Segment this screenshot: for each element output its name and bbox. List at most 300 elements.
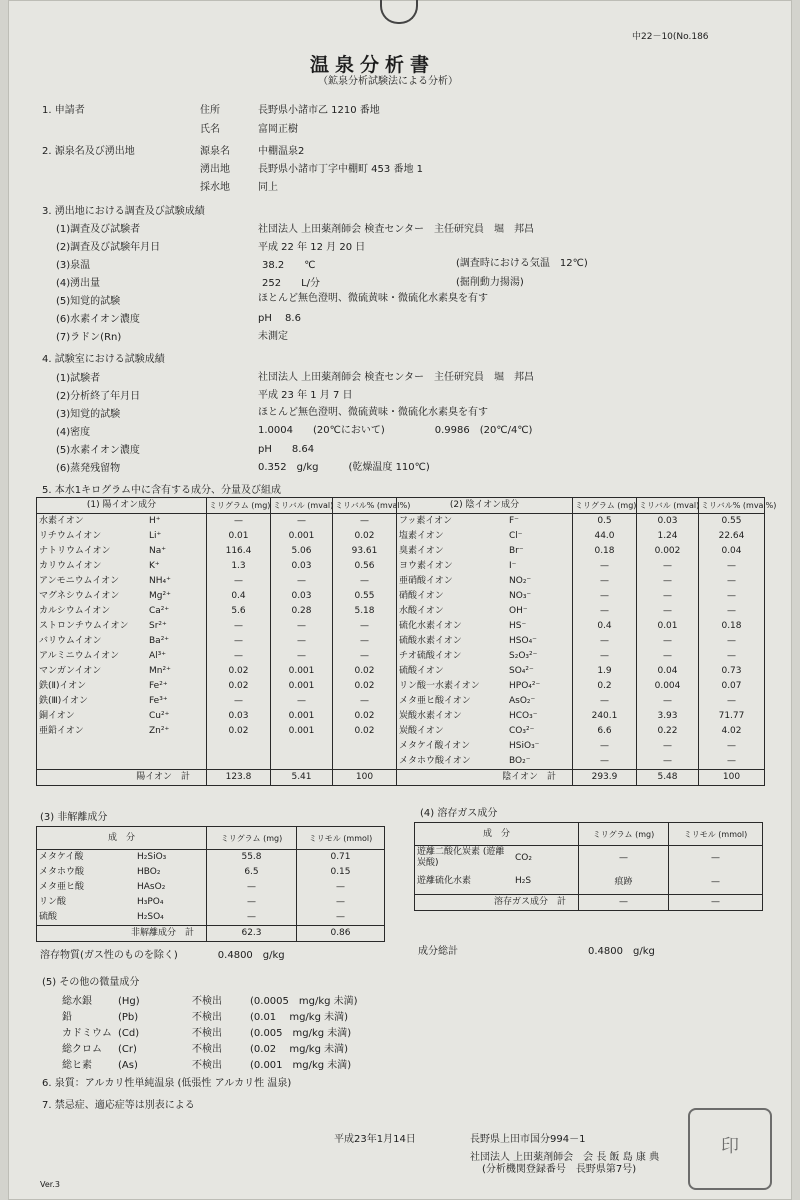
- anion-name: メタケイ酸イオン: [399, 741, 471, 751]
- cation-pct: —: [333, 694, 397, 709]
- anion-total-mval: 5.48: [637, 770, 699, 786]
- page-title: 温泉分析書: [310, 54, 436, 76]
- anion-mval: 3.93: [637, 709, 699, 724]
- table-row: [397, 694, 765, 709]
- collection-site: 同上: [258, 182, 278, 193]
- anion-pct: —: [699, 634, 765, 649]
- cation-mval: —: [271, 514, 333, 530]
- s3-value: ほとんど無色澄明、微硫黄味・微硫化水素臭を有す: [258, 293, 488, 304]
- anion-mval: 0.004: [637, 679, 699, 694]
- anion-name: 臭素イオン: [399, 546, 444, 556]
- nd-symbol: HBO₂: [137, 866, 161, 877]
- anion-symbol: HSO₄⁻: [509, 636, 537, 646]
- cation-symbol: Ca²⁺: [149, 606, 170, 616]
- table-row: [37, 574, 397, 589]
- anion-symbol: S₂O₃²⁻: [509, 651, 538, 661]
- contraindications: 7. 禁忌症、適応症等は別表による: [42, 1100, 195, 1111]
- anion-mg: —: [573, 694, 637, 709]
- gas-name-cell: [415, 870, 579, 895]
- nd-symbol: H₃PO₄: [137, 896, 164, 907]
- s3-extra: (掘削動力揚湯): [456, 277, 524, 288]
- anion-mg: —: [573, 589, 637, 604]
- col-mg: ミリグラム (mg): [207, 498, 271, 514]
- nd-mmol: 0.71: [297, 850, 385, 866]
- cation-name-cell: [37, 589, 207, 604]
- anion-pct: 0.07: [699, 679, 765, 694]
- nd-symbol: HAsO₂: [137, 881, 166, 892]
- s4-label: (4)密度: [56, 427, 91, 438]
- nd-total-mmol: 0.86: [297, 926, 385, 942]
- nd-name-cell: [37, 865, 207, 880]
- anion-name: 炭酸水素イオン: [399, 711, 462, 721]
- name-label: 氏名: [200, 124, 220, 135]
- col-mval: ミリバル (mval): [637, 498, 699, 514]
- table-row: [397, 589, 765, 604]
- anion-name: 硫酸イオン: [399, 666, 444, 676]
- anion-pct: —: [699, 604, 765, 619]
- cation-mg: 0.03: [207, 709, 271, 724]
- cation-pct: 0.02: [333, 529, 397, 544]
- anion-name-cell: [397, 649, 573, 664]
- cation-mg: 0.02: [207, 724, 271, 739]
- anion-name-cell: [397, 619, 573, 634]
- cation-name: 鉄(Ⅱ)イオン: [39, 681, 87, 691]
- cation-mval: —: [271, 634, 333, 649]
- cation-name-cell: [37, 634, 207, 649]
- anion-mg: 0.18: [573, 544, 637, 559]
- s4-value: ほとんど無色澄明、微硫黄味・微硫化水素臭を有す: [258, 407, 488, 418]
- gas-total-mmol: —: [669, 895, 763, 911]
- nd-name: メタケイ酸: [39, 851, 84, 862]
- cation-mval: 0.28: [271, 604, 333, 619]
- anion-symbol: I⁻: [509, 561, 517, 571]
- trace-lim: (0.005 mg/kg 未満): [250, 1028, 352, 1039]
- anion-pct: 71.77: [699, 709, 765, 724]
- cation-symbol: Mg²⁺: [149, 591, 171, 601]
- nd-mg: —: [207, 880, 297, 895]
- cation-name: 水素イオン: [39, 516, 84, 526]
- cation-symbol: Fe²⁺: [149, 681, 168, 691]
- gas-total-label: 溶存ガス成分 計: [415, 895, 579, 911]
- table-row: [37, 724, 397, 739]
- cation-mval: [271, 754, 333, 770]
- anion-table: [396, 497, 777, 786]
- anion-name: リン酸一水素イオン: [399, 681, 480, 691]
- cation-mval: 0.001: [271, 529, 333, 544]
- gas-mg: 痕跡: [579, 870, 669, 895]
- cation-total-label: 陽イオン 計: [37, 770, 207, 786]
- s4-label: (1)試験者: [56, 373, 101, 384]
- cation-total-mg: 123.8: [207, 770, 271, 786]
- cation-name-cell: [37, 604, 207, 619]
- cation-name: リチウムイオン: [39, 531, 102, 541]
- anion-name: 塩素イオン: [399, 531, 444, 541]
- anion-mval: 0.01: [637, 619, 699, 634]
- anion-name-cell: [397, 739, 573, 754]
- cation-symbol: K⁺: [149, 561, 160, 571]
- s3-extra: (調査時における気温 12℃): [456, 258, 588, 269]
- cation-symbol: Na⁺: [149, 546, 166, 556]
- table-header-row: [37, 498, 397, 514]
- s3-value: pH 8.6: [258, 313, 301, 324]
- cation-name-cell: [37, 679, 207, 694]
- trace-name: 鉛: [62, 1012, 72, 1023]
- col-mval: ミリバル (mval): [271, 498, 333, 514]
- table-header-row: [415, 823, 763, 846]
- cation-symbol: NH₄⁺: [149, 576, 171, 586]
- s3-label: (4)湧出量: [56, 278, 101, 289]
- trace-name: 総水銀: [62, 996, 92, 1007]
- nd-name-cell: [37, 895, 207, 910]
- nd-mg: —: [207, 895, 297, 910]
- cation-table: [36, 497, 411, 786]
- cation-mval: 0.001: [271, 709, 333, 724]
- anion-total-mg: 293.9: [573, 770, 637, 786]
- cation-symbol: Al³⁺: [149, 651, 167, 661]
- col-mg: ミリグラム (mg): [573, 498, 637, 514]
- anion-name: メタホウ酸イオン: [399, 756, 471, 766]
- cation-name-cell: [37, 574, 207, 589]
- anion-mval: 0.03: [637, 514, 699, 530]
- cation-mg: 0.01: [207, 529, 271, 544]
- issuer-org: 社団法人 上田薬剤師会 会 長 飯 島 康 典: [470, 1152, 660, 1163]
- issuer-address: 長野県上田市国分994－1: [470, 1134, 586, 1145]
- s4-value: 平成 23 年 1 月 7 日: [258, 390, 353, 401]
- cation-pct: 93.61: [333, 544, 397, 559]
- anion-mval: —: [637, 739, 699, 754]
- cation-title: (1) 陽イオン成分: [37, 498, 207, 514]
- document-code: 中22－10(No.186: [632, 32, 709, 42]
- trace-sym: (Cr): [118, 1044, 137, 1055]
- cation-name: カルシウムイオン: [39, 606, 111, 616]
- cation-name: ストロンチウムイオン: [39, 621, 129, 631]
- nd-mg: 6.5: [207, 865, 297, 880]
- spring-quality: 6. 泉質：アルカリ性単純温泉 (低張性 アルカリ性 温泉): [42, 1078, 292, 1089]
- nd-total-row: [37, 926, 385, 942]
- cation-symbol: Fe³⁺: [149, 696, 168, 706]
- nd-col-component: 成 分: [37, 827, 207, 850]
- anion-mval: 0.22: [637, 724, 699, 739]
- cation-mval: 0.001: [271, 724, 333, 739]
- nd-mmol: 0.15: [297, 865, 385, 880]
- trace-name: カドミウム: [62, 1028, 112, 1039]
- gas-col-component: 成 分: [415, 823, 579, 846]
- table-header-row: [397, 498, 765, 514]
- anion-symbol: HS⁻: [509, 621, 527, 631]
- s3-value: 未測定: [258, 331, 288, 342]
- table-row: [37, 589, 397, 604]
- table-row: [37, 865, 385, 880]
- cation-name-cell: [37, 619, 207, 634]
- anion-name: 炭酸イオン: [399, 726, 444, 736]
- s4-value: 社団法人 上田薬剤師会 検査センター 主任研究員 堀 邦昌: [258, 372, 534, 383]
- anion-pct: 0.55: [699, 514, 765, 530]
- nd-symbol: H₂SO₄: [137, 911, 164, 922]
- trace-res: 不検出: [192, 996, 222, 1007]
- table-row: [37, 754, 397, 770]
- s4-label: (5)水素イオン濃度: [56, 445, 140, 456]
- table-row: [37, 559, 397, 574]
- s3-label: (5)知覚的試験: [56, 296, 121, 307]
- anion-name: ヨウ素イオン: [399, 561, 453, 571]
- cation-pct: 0.56: [333, 559, 397, 574]
- cation-symbol: Zn²⁺: [149, 726, 170, 736]
- gas-col-mmol: ミリモル (mmol): [669, 823, 763, 846]
- anion-name: 硫酸水素イオン: [399, 636, 462, 646]
- cation-mg: 116.4: [207, 544, 271, 559]
- trace-sym: (Pb): [118, 1012, 139, 1023]
- cation-symbol: Ba²⁺: [149, 636, 170, 646]
- anion-name: 亜硝酸イオン: [399, 576, 453, 586]
- table-row: [397, 724, 765, 739]
- anion-symbol: CO₃²⁻: [509, 726, 535, 736]
- anion-name: メタ亜ヒ酸イオン: [399, 696, 471, 706]
- cation-name: 銅イオン: [39, 711, 75, 721]
- address-label: 住所: [200, 105, 220, 116]
- s3-value: 38.2 ℃: [262, 260, 316, 271]
- cation-mg: —: [207, 619, 271, 634]
- anion-pct: —: [699, 574, 765, 589]
- anion-name: 硫化水素イオン: [399, 621, 462, 631]
- anion-name-cell: [397, 754, 573, 770]
- cation-mval: 0.001: [271, 664, 333, 679]
- cation-mg: [207, 739, 271, 754]
- nd-mg: —: [207, 910, 297, 926]
- table-row: [37, 895, 385, 910]
- cation-mg: —: [207, 574, 271, 589]
- anion-mg: 0.4: [573, 619, 637, 634]
- anion-name: フッ素イオン: [399, 516, 453, 526]
- registration-number: (分析機関登録番号 長野県第7号): [482, 1164, 637, 1175]
- anion-pct: —: [699, 559, 765, 574]
- cation-mval: —: [271, 619, 333, 634]
- source-name: 中棚温泉2: [258, 146, 305, 157]
- anion-pct: 0.18: [699, 619, 765, 634]
- cation-total-mval: 5.41: [271, 770, 333, 786]
- anion-total-row: [397, 770, 765, 786]
- trace-title: (5) その他の微量成分: [42, 977, 140, 988]
- s3-heading: 3. 湧出地における調査及び試験成績: [42, 206, 205, 217]
- anion-mg: 6.6: [573, 724, 637, 739]
- anion-mg: 0.5: [573, 514, 637, 530]
- collection-label: 採水地: [200, 182, 230, 193]
- cation-mval: —: [271, 649, 333, 664]
- table-row: [397, 709, 765, 724]
- cation-mg: —: [207, 649, 271, 664]
- cation-total-row: [37, 770, 397, 786]
- table-row: [397, 559, 765, 574]
- cation-name: 鉄(Ⅲ)イオン: [39, 696, 88, 706]
- table-row: [37, 694, 397, 709]
- anion-mval: 0.04: [637, 664, 699, 679]
- anion-pct: —: [699, 694, 765, 709]
- anion-symbol: HSiO₃⁻: [509, 741, 540, 751]
- cation-name: 亜鉛イオン: [39, 726, 84, 736]
- s2-heading: 2. 源泉名及び湧出地: [42, 146, 135, 157]
- anion-name-cell: [397, 514, 573, 530]
- table-row: [397, 514, 765, 530]
- anion-mval: —: [637, 559, 699, 574]
- anion-mg: —: [573, 649, 637, 664]
- seal-text: 印: [721, 1136, 739, 1157]
- gas-title: (4) 溶存ガス成分: [420, 808, 498, 819]
- cation-mval: 0.03: [271, 559, 333, 574]
- anion-mg: —: [573, 559, 637, 574]
- s3-label: (2)調査及び試験年月日: [56, 242, 161, 253]
- s4-value: pH 8.64: [258, 444, 315, 455]
- cation-name: バリウムイオン: [39, 636, 102, 646]
- cation-name-cell: [37, 559, 207, 574]
- cation-mg: 0.4: [207, 589, 271, 604]
- table-row: [397, 739, 765, 754]
- s3-value: 252 L/分: [262, 278, 321, 289]
- anion-name-cell: [397, 574, 573, 589]
- gas-mmol: —: [669, 846, 763, 871]
- table-row: [415, 846, 763, 871]
- col-pct: ミリバル% (mval%): [699, 498, 765, 514]
- trace-name: 総クロム: [62, 1044, 102, 1055]
- nd-mmol: —: [297, 910, 385, 926]
- cation-name: マンガンイオン: [39, 666, 102, 676]
- table-row: [397, 604, 765, 619]
- cation-name: マグネシウムイオン: [39, 591, 120, 601]
- table-row: [37, 739, 397, 754]
- trace-lim: (0.001 mg/kg 未満): [250, 1060, 352, 1071]
- anion-total-pct: 100: [699, 770, 765, 786]
- col-pct: ミリバル% (mval%): [333, 498, 397, 514]
- trace-res: 不検出: [192, 1060, 222, 1071]
- anion-mg: —: [573, 604, 637, 619]
- table-row: [397, 574, 765, 589]
- table-row: [37, 679, 397, 694]
- cation-symbol: Cu²⁺: [149, 711, 170, 721]
- anion-name-cell: [397, 724, 573, 739]
- dissolved-matter: 溶存物質(ガス性のものを除く) 0.4800 g/kg: [40, 950, 285, 961]
- nd-col-mmol: ミリモル (mmol): [297, 827, 385, 850]
- s3-label: (3)泉温: [56, 260, 91, 271]
- cation-pct: —: [333, 619, 397, 634]
- cation-mval: —: [271, 694, 333, 709]
- anion-pct: 4.02: [699, 724, 765, 739]
- cation-symbol: Li⁺: [149, 531, 162, 541]
- anion-mval: —: [637, 634, 699, 649]
- table-row: [415, 870, 763, 895]
- cation-name-cell: [37, 709, 207, 724]
- anion-mg: —: [573, 634, 637, 649]
- anion-name: 硝酸イオン: [399, 591, 444, 601]
- anion-pct: 0.73: [699, 664, 765, 679]
- table-row: [397, 634, 765, 649]
- table-row: [37, 619, 397, 634]
- nd-name-cell: [37, 880, 207, 895]
- trace-lim: (0.0005 mg/kg 未満): [250, 996, 358, 1007]
- anion-mval: —: [637, 694, 699, 709]
- cation-mg: 0.02: [207, 664, 271, 679]
- s5-heading: 5. 本水1キログラム中に含有する成分、分量及び組成: [42, 485, 281, 496]
- anion-pct: —: [699, 649, 765, 664]
- table-row: [37, 910, 385, 926]
- gas-col-mg: ミリグラム (mg): [579, 823, 669, 846]
- anion-name-cell: [397, 679, 573, 694]
- nd-name: メタホウ酸: [39, 866, 85, 877]
- anion-name-cell: [397, 634, 573, 649]
- cation-name: アンモニウムイオン: [39, 576, 120, 586]
- table-row: [37, 880, 385, 895]
- nd-name-cell: [37, 850, 207, 866]
- cation-symbol: H⁺: [149, 516, 161, 526]
- anion-name: チオ硫酸イオン: [399, 651, 462, 661]
- s1-heading: 1. 申請者: [42, 105, 85, 116]
- gas-symbol: CO₂: [515, 852, 532, 863]
- trace-res: 不検出: [192, 1044, 222, 1055]
- cation-pct: —: [333, 574, 397, 589]
- table-row: [37, 529, 397, 544]
- anion-mval: —: [637, 754, 699, 770]
- anion-symbol: HPO₄²⁻: [509, 681, 541, 691]
- cation-name-cell: [37, 754, 207, 770]
- s4-value: 0.352 g/kg (乾燥温度 110℃): [258, 462, 430, 473]
- nd-name: リン酸: [39, 896, 67, 907]
- cation-pct: —: [333, 514, 397, 530]
- trace-lim: (0.01 mg/kg 未満): [250, 1012, 349, 1023]
- nd-mmol: —: [297, 895, 385, 910]
- trace-lim: (0.02 mg/kg 未満): [250, 1044, 349, 1055]
- s4-label: (6)蒸発残留物: [56, 463, 121, 474]
- cation-mg: —: [207, 514, 271, 530]
- issue-date: 平成23年1月14日: [334, 1134, 416, 1145]
- anion-pct: —: [699, 589, 765, 604]
- nd-name-cell: [37, 910, 207, 926]
- table-row: [397, 619, 765, 634]
- location-label: 湧出地: [200, 164, 230, 175]
- nd-total-mg: 62.3: [207, 926, 297, 942]
- cation-mval: 5.06: [271, 544, 333, 559]
- gas-mg: —: [579, 846, 669, 871]
- gas-total-row: [415, 895, 763, 911]
- anion-symbol: Br⁻: [509, 546, 524, 556]
- table-row: [37, 514, 397, 530]
- cation-pct: 0.02: [333, 664, 397, 679]
- trace-sym: (Hg): [118, 996, 140, 1007]
- anion-symbol: HCO₃⁻: [509, 711, 538, 721]
- table-row: [397, 679, 765, 694]
- trace-name: 総ヒ素: [62, 1060, 92, 1071]
- cation-mg: 1.3: [207, 559, 271, 574]
- applicant-address: 長野県小諸市乙 1210 番地: [258, 105, 380, 116]
- nd-symbol: H₂SiO₃: [137, 851, 167, 862]
- anion-pct: —: [699, 739, 765, 754]
- anion-name-cell: [397, 664, 573, 679]
- table-row: [37, 649, 397, 664]
- anion-mval: —: [637, 649, 699, 664]
- cation-symbol: Sr²⁺: [149, 621, 167, 631]
- cation-symbol: Mn²⁺: [149, 666, 171, 676]
- cation-pct: 0.02: [333, 709, 397, 724]
- cation-name-cell: [37, 694, 207, 709]
- gas-symbol: H₂S: [515, 876, 532, 886]
- nd-title: (3) 非解離成分: [40, 812, 108, 823]
- nd-col-mg: ミリグラム (mg): [207, 827, 297, 850]
- cation-name-cell: [37, 649, 207, 664]
- anion-mg: 1.9: [573, 664, 637, 679]
- nd-total-label: 非解離成分 計: [37, 926, 207, 942]
- anion-mg: —: [573, 739, 637, 754]
- anion-symbol: F⁻: [509, 516, 519, 526]
- anion-pct: —: [699, 754, 765, 770]
- cation-name: アルミニウムイオン: [39, 651, 120, 661]
- official-seal: [688, 1108, 772, 1190]
- anion-name-cell: [397, 559, 573, 574]
